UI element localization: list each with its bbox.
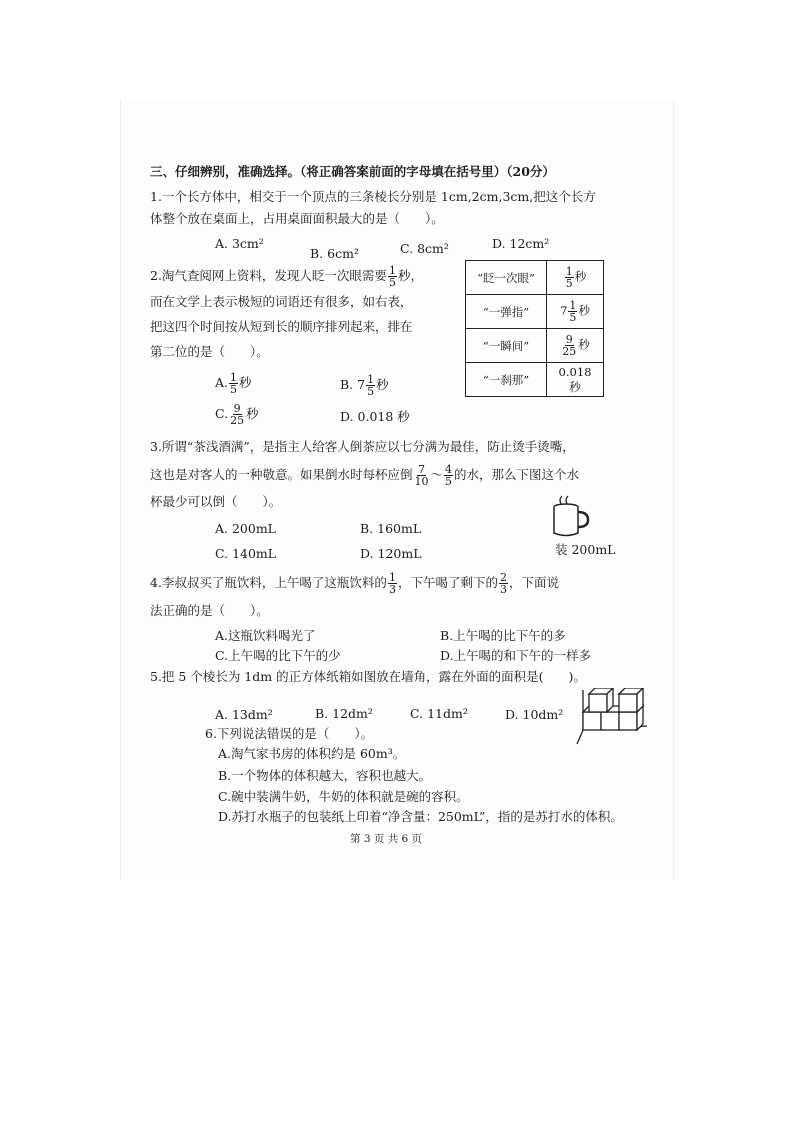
table-row: [466, 363, 604, 397]
q3-line-2: 这也是对客人的一种敬意。如果倒水时每杯应倒 $\frac{7}{10}$ ～ $\frac{4}{5}$ 的水，那么下图这个水: [150, 463, 580, 488]
cup-icon: [548, 495, 592, 539]
q4-option-a[interactable]: A.这瓶饮料喝光了: [215, 628, 316, 643]
term-cell: “一刹那”: [466, 363, 547, 397]
value-cell: 0.018 秒: [547, 363, 604, 397]
q1-option-a[interactable]: A. 3cm²: [215, 236, 264, 251]
value-cell: 7 $\frac{1}{5}$ 秒: [547, 295, 604, 329]
q4-option-c[interactable]: C.上午喝的比下午的少: [215, 648, 341, 663]
q1-option-c[interactable]: C. 8cm²: [400, 241, 449, 256]
q1-option-b[interactable]: B. 6cm²: [310, 246, 359, 261]
table-row: [466, 261, 604, 295]
q3-option-b[interactable]: B. 160mL: [360, 521, 422, 536]
q5-option-c[interactable]: C. 11dm²: [410, 706, 468, 721]
q5-option-d[interactable]: D. 10dm²: [505, 707, 564, 722]
q6-line-1: 6.下列说法错误的是（ ）。: [205, 726, 374, 741]
q6-option-d[interactable]: D.苏打水瓶子的包装纸上印着“净含量：250mL”，指的是苏打水的体积。: [218, 809, 623, 824]
q6-option-a[interactable]: A.淘气家书房的体积约是 60m³。: [218, 746, 406, 761]
q2-line-1: 2.淘气查阅网上资料，发现人眨一次眼需要 $\frac{1}{5}$ 秒，: [150, 264, 423, 289]
q2-option-d[interactable]: D. 0.018 秒: [340, 409, 410, 424]
cubes-in-corner-diagram: [575, 688, 655, 748]
q1-line-2: 体整个放在桌面上，占用桌面面积最大的是（ ）。: [150, 211, 444, 226]
q2-option-c[interactable]: C. $\frac{9}{25}$ 秒: [215, 402, 259, 427]
q3-option-a[interactable]: A. 200mL: [215, 521, 276, 536]
q5-option-b[interactable]: B. 12dm²: [315, 706, 373, 721]
q5-line-1: 5.把 5 个棱长为 1dm 的正方体纸箱如图放在墙角，露在外面的面积是( )。: [150, 669, 586, 684]
q3-option-d[interactable]: D. 120mL: [360, 546, 422, 561]
term-cell: “一弹指”: [466, 295, 547, 329]
q2-line-4: 第二位的是（ ）。: [150, 344, 269, 359]
fraction-one-fifth: $\frac{1}{5}$: [388, 264, 396, 289]
q2-option-a[interactable]: A. $\frac{1}{5}$ 秒: [215, 371, 252, 396]
value-cell: $\frac{1}{5}$ 秒: [547, 261, 604, 295]
cup-label: 装 200mL: [555, 542, 616, 557]
time-terms-table: [465, 260, 604, 397]
q4-option-b[interactable]: B.上午喝的比下午的多: [440, 628, 566, 643]
term-cell: “一瞬间”: [466, 329, 547, 363]
q4-line-1: 4.李叔叔买了瓶饮料，上午喝了这瓶饮料的 $\frac{1}{3}$ ，下午喝了剩下的 $\frac{2}{3}$ ，下面说: [150, 571, 559, 596]
section-title: 三、仔细辨别，准确选择。（将正确答案前面的字母填在括号里）（20分）: [150, 164, 555, 179]
q1-option-d[interactable]: D. 12cm²: [492, 236, 550, 251]
q6-option-b[interactable]: B.一个物体的体积越大，容积也越大。: [218, 768, 432, 783]
table-row: [466, 295, 604, 329]
q2-line-2: 而在文学上表示极短的词语还有很多，如右表，: [150, 294, 413, 309]
q5-option-a[interactable]: A. 13dm²: [215, 707, 273, 722]
q6-option-c[interactable]: C.碗中装满牛奶，牛奶的体积就是碗的容积。: [218, 789, 469, 804]
value-cell: $\frac{9}{25}$ 秒: [547, 329, 604, 363]
q3-option-c[interactable]: C. 140mL: [215, 546, 277, 561]
q1-line-1: 1.一个长方体中，相交于一个顶点的三条棱长分别是 1cm,2cm,3cm,把这个长方: [150, 189, 596, 204]
q3-line-3: 杯最少可以倒（ ）。: [150, 494, 282, 509]
table-row: [466, 329, 604, 363]
q4-line-2: 法正确的是（ ）。: [150, 603, 269, 618]
q3-line-1: 3.所谓“茶浅酒满”，是指主人给客人倒茶应以七分满为最佳，防止烫手烫嘴，: [150, 439, 575, 454]
q2-option-b[interactable]: B. 7 $\frac{1}{5}$ 秒: [340, 373, 389, 398]
term-cell: “眨一次眼”: [466, 261, 547, 295]
q4-option-d[interactable]: D.上午喝的和下午的一样多: [440, 648, 592, 663]
q2-line-3: 把这四个时间按从短到长的顺序排列起来，排在: [150, 319, 413, 334]
page-footer: 第 3 页 共 6 页: [350, 833, 423, 845]
